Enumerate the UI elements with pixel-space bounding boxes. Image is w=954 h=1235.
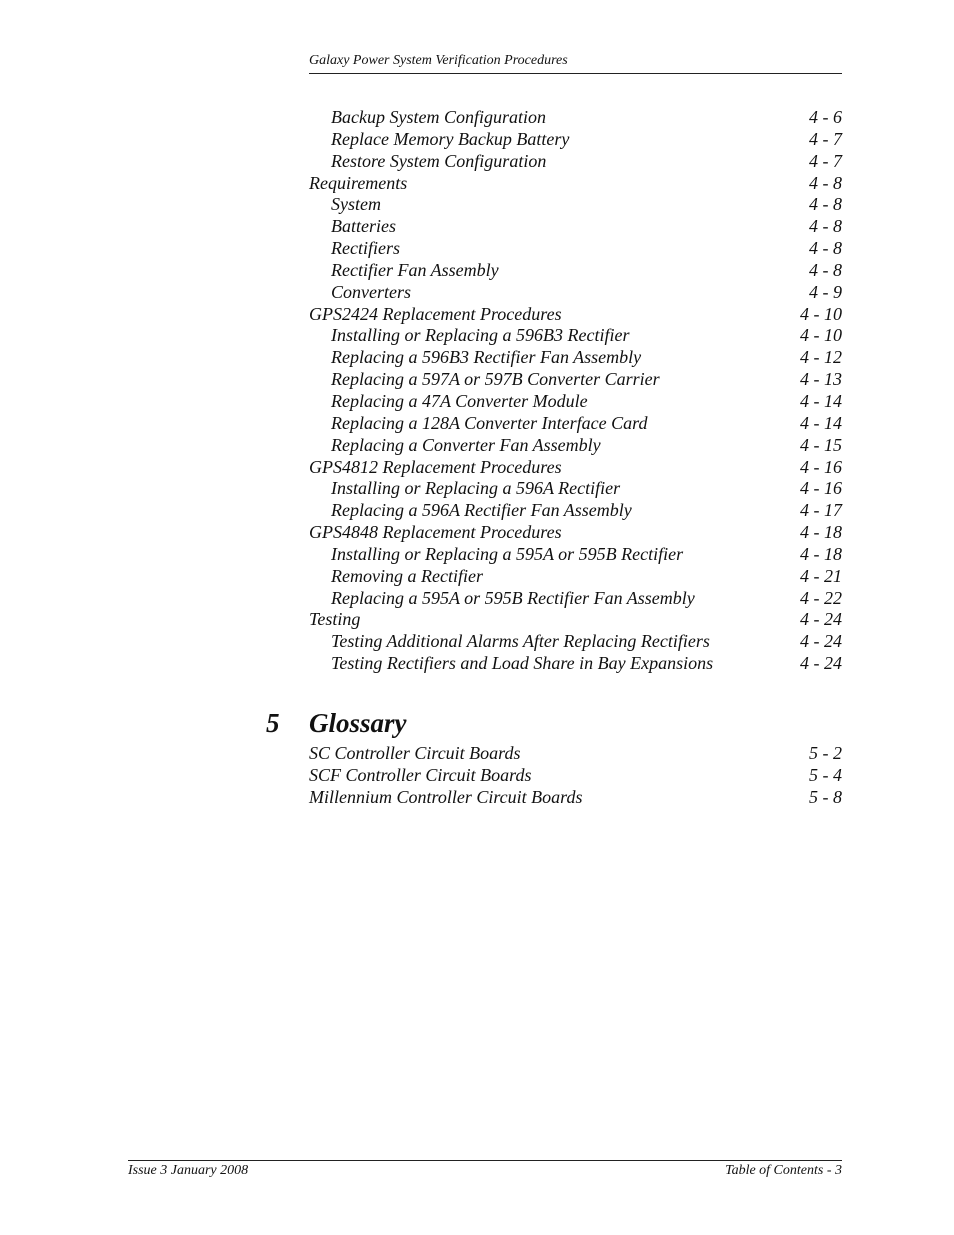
toc-entry[interactable] xyxy=(309,413,842,435)
toc-entry-title: Replacing a 47A Converter Module xyxy=(331,390,588,411)
chapter-heading xyxy=(266,705,407,741)
toc-entry-title: GPS2424 Replacement Procedures xyxy=(309,303,562,324)
footer-page-label: Table of Contents - 3 xyxy=(725,1163,842,1178)
toc-entry[interactable] xyxy=(309,260,842,282)
toc-entry-page: 4 - 24 xyxy=(800,609,842,630)
toc-entry[interactable] xyxy=(309,653,842,675)
toc-entry-page: 4 - 24 xyxy=(800,631,842,652)
toc-entry-title: Removing a Rectifier xyxy=(331,565,483,586)
toc-entry[interactable] xyxy=(309,347,842,369)
toc-entry-page: 4 - 10 xyxy=(800,325,842,346)
toc-entry-page: 4 - 13 xyxy=(800,369,842,390)
toc-entry-page: 4 - 12 xyxy=(800,347,842,368)
toc-entry-page: 4 - 7 xyxy=(809,128,842,149)
toc-entry[interactable] xyxy=(309,631,842,653)
toc-entry-page: 4 - 16 xyxy=(800,456,842,477)
toc-entry[interactable] xyxy=(309,194,842,216)
toc-entry[interactable] xyxy=(309,500,842,522)
toc-entry[interactable] xyxy=(309,609,842,631)
toc-entry-title: Replace Memory Backup Battery xyxy=(331,128,570,149)
toc-entry-page: 4 - 8 xyxy=(809,172,842,193)
toc-entry[interactable] xyxy=(309,544,842,566)
toc-entry[interactable] xyxy=(309,457,842,479)
toc-entry-title: Replacing a Converter Fan Assembly xyxy=(331,434,601,455)
toc-entry-page: 4 - 14 xyxy=(800,390,842,411)
toc-entry-title: Requirements xyxy=(309,172,408,193)
toc-entry-title: Millennium Controller Circuit Boards xyxy=(309,786,583,807)
toc-entry[interactable] xyxy=(309,787,842,809)
toc-entry-title: System xyxy=(331,194,381,215)
glossary-toc-list xyxy=(309,743,842,809)
toc-entry[interactable] xyxy=(309,588,842,610)
chapter-title: Glossary xyxy=(309,708,407,738)
toc-entry-title: Rectifiers xyxy=(331,238,400,259)
footer-rule xyxy=(128,1160,842,1161)
toc-entry-title: Installing or Replacing a 595A or 595B Rectifier xyxy=(331,543,684,564)
toc-entry-page: 4 - 24 xyxy=(800,653,842,674)
toc-entry-title: Backup System Configuration xyxy=(331,107,546,127)
toc-entry-page: 4 - 8 xyxy=(809,216,842,237)
toc-entry-title: Replacing a 596A Rectifier Fan Assembly xyxy=(331,500,632,521)
toc-entry-page: 4 - 21 xyxy=(800,565,842,586)
toc-entry[interactable] xyxy=(309,151,842,173)
toc-entry-page: 5 - 4 xyxy=(809,764,842,785)
chapter-number: 5 xyxy=(266,708,280,738)
toc-entry[interactable] xyxy=(309,129,842,151)
toc-entry-page: 4 - 16 xyxy=(800,478,842,499)
toc-entry-title: GPS4812 Replacement Procedures xyxy=(309,456,562,477)
toc-entry[interactable] xyxy=(309,325,842,347)
toc-entry-page: 4 - 18 xyxy=(800,522,842,543)
toc-entry-page: 4 - 8 xyxy=(809,238,842,259)
toc-entry[interactable] xyxy=(309,238,842,260)
toc-entry-title: Batteries xyxy=(331,216,396,237)
toc-entry-title: Replacing a 128A Converter Interface Card xyxy=(331,412,648,433)
toc-entry-page: 4 - 8 xyxy=(809,194,842,215)
toc-entry[interactable] xyxy=(309,369,842,391)
toc-entry[interactable] xyxy=(309,216,842,238)
toc-entry[interactable] xyxy=(309,173,842,195)
toc-entry-title: Testing Rectifiers and Load Share in Bay Expansions xyxy=(331,653,714,674)
toc-entry-page: 4 - 18 xyxy=(800,543,842,564)
toc-entry[interactable] xyxy=(309,282,842,304)
toc-entry-title: Replacing a 595A or 595B Rectifier Fan Assembly xyxy=(331,587,695,608)
toc-entry-title: Replacing a 596B3 Rectifier Fan Assembly xyxy=(331,347,642,368)
running-header-title: Galaxy Power System Verification Procedures xyxy=(309,53,568,68)
header-rule xyxy=(309,73,842,74)
toc-entry[interactable] xyxy=(309,743,842,765)
toc-entry-page: 4 - 15 xyxy=(800,434,842,455)
toc-entry-page: 4 - 8 xyxy=(809,259,842,280)
toc-entry-title: Converters xyxy=(331,281,411,302)
toc-entry-page: 4 - 9 xyxy=(809,281,842,302)
toc-entry-title: Rectifier Fan Assembly xyxy=(331,259,499,280)
toc-entry[interactable] xyxy=(309,107,842,129)
toc-entry-title: Replacing a 597A or 597B Converter Carrier xyxy=(331,369,660,390)
toc-entry-title: GPS4848 Replacement Procedures xyxy=(309,522,562,543)
toc-entry-page: 4 - 10 xyxy=(800,303,842,324)
toc-entry-page: 5 - 8 xyxy=(809,786,842,807)
toc-list xyxy=(309,107,842,675)
toc-entry[interactable] xyxy=(309,566,842,588)
toc-entry[interactable] xyxy=(309,765,842,787)
toc-entry-page: 4 - 17 xyxy=(800,500,842,521)
toc-entry-title: Testing xyxy=(309,609,361,630)
toc-entry[interactable] xyxy=(309,304,842,326)
toc-entry-page: 4 - 6 xyxy=(809,107,842,127)
toc-entry-title: Installing or Replacing a 596A Rectifier xyxy=(331,478,621,499)
toc-entry-page: 4 - 7 xyxy=(809,150,842,171)
toc-entry-title: Installing or Replacing a 596B3 Rectifier xyxy=(331,325,630,346)
toc-entry-title: SCF Controller Circuit Boards xyxy=(309,764,532,785)
toc-entry[interactable] xyxy=(309,522,842,544)
toc-entry-page: 4 - 22 xyxy=(800,587,842,608)
toc-entry[interactable] xyxy=(309,478,842,500)
toc-entry-title: SC Controller Circuit Boards xyxy=(309,743,521,763)
footer-issue-date: Issue 3 January 2008 xyxy=(128,1163,249,1178)
toc-entry-page: 5 - 2 xyxy=(809,743,842,763)
toc-entry[interactable] xyxy=(309,391,842,413)
toc-entry-page: 4 - 14 xyxy=(800,412,842,433)
toc-entry-title: Testing Additional Alarms After Replacing Rectifiers xyxy=(331,631,710,652)
toc-entry[interactable] xyxy=(309,435,842,457)
toc-entry-title: Restore System Configuration xyxy=(331,150,547,171)
